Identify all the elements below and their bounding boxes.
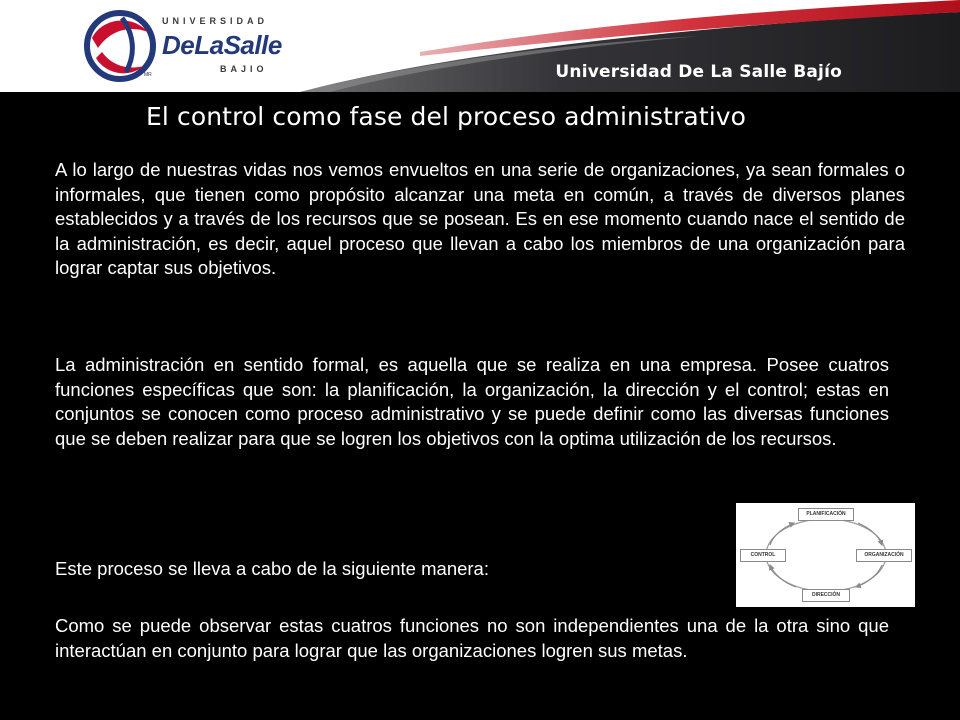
- logo-top-text: UNIVERSIDAD: [162, 16, 269, 26]
- logo-bottom-text: BAJIO: [220, 64, 268, 74]
- node-organizacion: ORGANIZACIÓN: [856, 549, 912, 562]
- slide-title: El control como fase del proceso administrativo: [146, 102, 747, 131]
- process-cycle-diagram: [736, 503, 915, 607]
- node-direccion: DIRECCIÓN: [802, 589, 850, 602]
- paragraph-administracion: La administración en sentido formal, es aquella que se realiza en una empresa. Posee cuatros funciones específicas que son: la planificación, la organización, la dirección y el control; estas en conjuntos se conocen como proceso administrativo y se puede definir como las diversas funciones que se deben realizar para que se logren los objetivos con la optima utilización de los recursos.: [55, 354, 889, 449]
- brand-title: Universidad De La Salle Bajío: [555, 62, 842, 82]
- university-logo[interactable]: [70, 6, 300, 86]
- paragraph-proceso: Este proceso se lleva a cabo de la siguiente manera:: [55, 558, 489, 579]
- node-control: CONTROL: [740, 549, 786, 562]
- header-banner: [0, 0, 960, 92]
- node-planificacion: PLANIFICACIÓN: [798, 508, 854, 521]
- logo-trademark: MR: [144, 72, 152, 78]
- paragraph-intro: A lo largo de nuestras vidas nos vemos envueltos en una serie de organizaciones, ya sean formales o informales, que tienen como propósito alcanzar una meta en común, a través de diversos planes establecidos y a través de los recursos que se posean. Es en ese momento cuando nace el sentido de la administración, es decir, aquel proceso que llevan a cabo los miembros de una organización para lograr captar sus objetivos.: [55, 159, 905, 279]
- logo-main-text: DeLaSalle: [162, 30, 282, 60]
- paragraph-conclusion: Como se puede observar estas cuatros funciones no son independientes una de la otra sino que interactúan en conjunto para lograr que las organizaciones logren sus metas.: [55, 615, 889, 661]
